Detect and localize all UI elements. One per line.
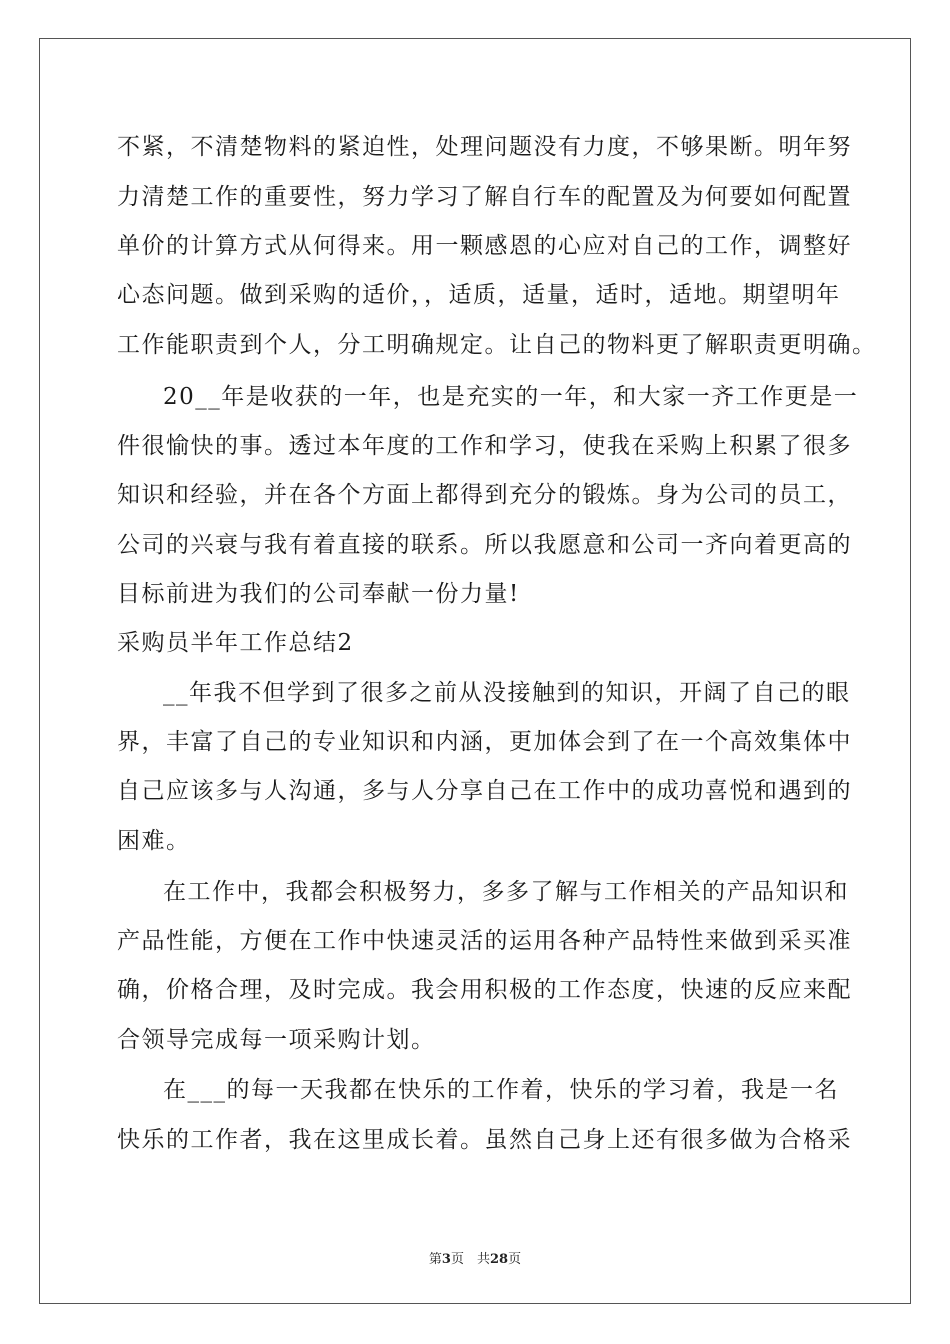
paragraph-line: 在工作中，我都会积极努力，多多了解与工作相关的产品知识和 (163, 879, 849, 905)
paragraph-line: 知识和经验，并在各个方面上都得到充分的锻炼。身为公司的员工， (117, 482, 852, 508)
paragraph-line: 困难。 (117, 828, 191, 854)
footer-total-pages: 28 (489, 1252, 509, 1267)
paragraph-line: 20__年是收获的一年，也是充实的一年，和大家一齐工作更是一 (163, 384, 859, 410)
paragraph-line: 确，价格合理，及时完成。我会用积极的工作态度，快速的反应来配 (117, 977, 852, 1003)
paragraph-line: 工作能职责到个人，分工明确规定。让自己的物料更了解职责更明确。 (117, 332, 877, 358)
paragraph-line: 界，丰富了自己的专业知识和内涵，更加体会到了在一个高效集体中 (117, 729, 852, 755)
paragraph-line: 快乐的工作者，我在这里成长着。虽然自己身上还有很多做为合格采 (117, 1127, 852, 1153)
section-heading: 采购员半年工作总结2 (117, 630, 354, 656)
paragraph-line: 目标前进为我们的公司奉献一份力量! (117, 581, 520, 607)
paragraph-line: 心态问题。做到采购的适价，，适质，适量，适时，适地。期望明年 (117, 282, 841, 308)
paragraph-line: 合领导完成每一项采购计划。 (117, 1027, 436, 1053)
paragraph-line: 在___的每一天我都在快乐的工作着，快乐的学习着，我是一名 (163, 1077, 839, 1103)
paragraph-line: 单价的计算方式从何得来。用一颗感恩的心应对自己的工作，调整好 (117, 233, 852, 259)
footer-page-suffix: 页 (508, 1252, 522, 1267)
paragraph-line: 件很愉快的事。透过本年度的工作和学习，使我在采购上积累了很多 (117, 433, 852, 459)
footer-page-prefix: 第 (428, 1252, 442, 1267)
page-footer (0, 1248, 950, 1267)
footer-page-number: 3 (441, 1252, 451, 1267)
paragraph-line: 自己应该多与人沟通，多与人分享自己在工作中的成功喜悦和遇到的 (117, 778, 852, 804)
paragraph-line: __年我不但学到了很多之前从没接触到的知识，开阔了自己的眼 (163, 680, 851, 706)
paragraph-line: 公司的兴衰与我有着直接的联系。所以我愿意和公司一齐向着更高的 (117, 532, 852, 558)
footer-page-mid: 页 共 (450, 1252, 490, 1267)
paragraph-line: 力清楚工作的重要性，努力学习了解自行车的配置及为何要如何配置 (117, 184, 852, 210)
paragraph-line: 产品性能，方便在工作中快速灵活的运用各种产品特性来做到采买准 (117, 928, 852, 954)
paragraph-line: 不紧，不清楚物料的紧迫性，处理问题没有力度，不够果断。明年努 (117, 134, 852, 160)
